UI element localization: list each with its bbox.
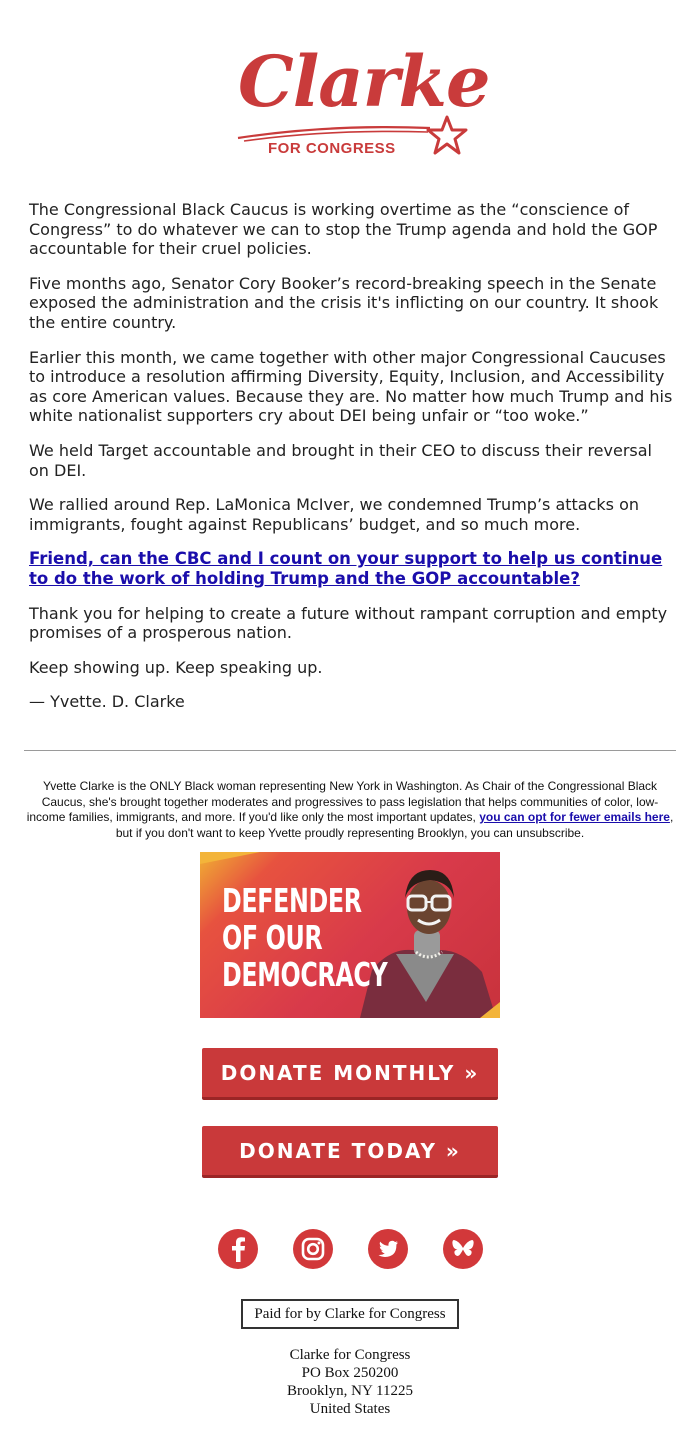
donate-monthly-button[interactable]: DONATE MONTHLY » [202,1048,498,1100]
letter-paragraph: We held Target accountable and brought in their CEO to discuss their reversal on DEI. [29,440,652,480]
donate-today-button[interactable]: DONATE TODAY » [202,1126,498,1178]
cta-paragraph [29,549,674,588]
instagram-icon[interactable] [293,1229,333,1269]
paid-for-disclaimer: Paid for by Clarke for Congress [241,1299,459,1329]
logo-subtitle: FOR CONGRESS [268,140,396,157]
address-line: United States [309,1401,391,1417]
star-icon [426,114,468,156]
defender-banner-image[interactable] [200,852,500,1018]
footer-note-text: Yvette Clarke is the ONLY Black woman representing New York in Washington. As Chair of the Congressional Black Caucus, she's brought together moderates and progressives to pass legislation that helps communities of color, low-income families, immigrants, and more. If you'd like only the most important updates, [26,779,659,824]
address-line: Clarke for Congress [289,1347,411,1363]
mailing-address [200,1346,500,1418]
letter-paragraph: Thank you for helping to create a future without rampant corruption and empty promises of a prosperous nation. [29,603,668,643]
logo-swoosh [230,122,430,142]
bluesky-icon[interactable] [443,1229,483,1269]
footer-note-text-end: , but if you don't want to keep Yvette proudly representing Brooklyn, you can unsubscribe. [115,810,674,840]
address-line: Brooklyn, NY 11225 [287,1383,413,1399]
twitter-icon[interactable] [368,1229,408,1269]
signature: — Yvette. D. Clarke [29,692,185,712]
footer-note [24,779,676,841]
banner-line: OF OUR [222,918,323,957]
support-cta-link[interactable]: Friend, can the CBC and I count on your support to help us continue to do the work of holding Trump and the GOP accountable? [29,549,663,588]
address-line: PO Box 250200 [301,1365,399,1381]
letter-paragraph: We rallied around Rep. LaMonica McIver, we condemned Trump’s attacks on immigrants, fought against Republicans’ budget, and so much more. [29,495,640,534]
section-divider [24,750,676,751]
letter-paragraph: The Congressional Black Caucus is working overtime as the “conscience of Congress” to do whatever we can to stop the Trump agenda and hold the GOP accountable for their cruel policies. [29,200,658,259]
banner-line: DEMOCRACY [222,955,388,994]
banner-headline [222,882,387,993]
banner-line: DEFENDER [222,881,362,920]
campaign-logo [230,40,490,165]
logo-wordmark: Clarke [238,40,490,123]
letter-paragraph: Earlier this month, we came together with other major Congressional Caucuses to introduce a resolution affirming Diversity, Equity, Inclusion, and Accessibility as core American values. Because they are. No matter how much Trump and his white nationalist supporters cry about DEI being unfair or “too woke.” [29,347,673,426]
facebook-icon[interactable] [218,1229,258,1269]
letter-body [29,200,674,727]
letter-paragraph: Keep showing up. Keep speaking up. [29,657,323,677]
fewer-emails-link[interactable]: you can opt for fewer emails here [479,810,670,824]
letter-paragraph: Five months ago, Senator Cory Booker’s record-breaking speech in the Senate exposed the administration and the crisis it's inflicting on our country. It shook the entire country. [29,273,659,332]
